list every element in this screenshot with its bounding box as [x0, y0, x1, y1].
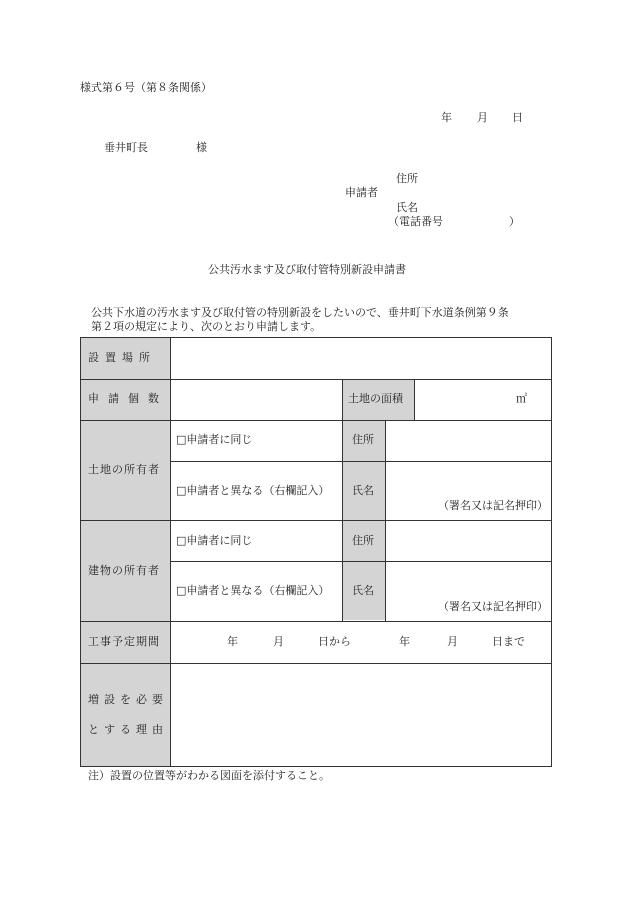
building-owner-label: 建物の所有者 [88, 564, 160, 577]
land-owner-name-label: 氏名 [352, 484, 374, 497]
addressee: 垂井町長 [104, 141, 148, 154]
building-owner-name-label: 氏名 [352, 584, 374, 597]
applicant-name-label: 氏名 [396, 201, 418, 214]
applicant-address-label: 住所 [396, 172, 418, 185]
land-owner-name-field[interactable] [387, 463, 550, 503]
footnote: 注）設置の位置等がわかる図面を添付すること。 [88, 769, 330, 782]
building-owner-address-field[interactable] [387, 522, 550, 560]
count-label: 申請個数 [88, 392, 168, 405]
reason-label-line-2: とする理由 [88, 723, 168, 736]
date-day: 日 [512, 111, 523, 124]
location-label: 設置場所 [88, 351, 156, 364]
land-owner-address-field[interactable] [387, 422, 550, 460]
reason-field[interactable] [172, 665, 550, 765]
applicant-phone-label: （電話番号 [388, 215, 443, 228]
period-to-day: 日まで [492, 635, 525, 648]
reason-label-line-1: 増設を必要 [88, 693, 168, 706]
building-owner-name-field[interactable] [387, 563, 550, 603]
area-unit: ㎡ [516, 392, 527, 405]
location-field[interactable] [172, 339, 550, 378]
count-field[interactable] [172, 381, 340, 419]
date-month: 月 [477, 111, 488, 124]
applicant-phone-close: ） [509, 215, 520, 228]
document-title: 公共汚水ます及び取付管特別新設申請書 [208, 263, 406, 276]
applicant-label: 申請者 [345, 186, 378, 199]
land-owner-same-checkbox[interactable]: □申請者に同じ [176, 433, 253, 446]
period-to-year: 年 [399, 635, 410, 648]
land-area-label: 土地の面積 [348, 392, 403, 405]
building-owner-seal-note: （署名又は記名押印） [438, 600, 548, 613]
land-owner-different-checkbox[interactable]: □申請者と異なる（右欄記入） [176, 484, 330, 497]
intro-line-1: 公共下水道の汚水ます及び取付管の特別新設をしたいので、垂井町下水道条例第９条 [91, 306, 509, 319]
intro-line-2: 第２項の規定により、次のとおり申請します。 [91, 320, 322, 333]
building-owner-address-label: 住所 [352, 534, 374, 547]
land-area-field[interactable] [416, 381, 550, 419]
building-owner-different-checkbox[interactable]: □申請者と異なる（右欄記入） [176, 584, 330, 597]
period-label: 工事予定期間 [88, 635, 160, 648]
date-year: 年 [441, 111, 452, 124]
form-number: 様式第６号（第８条関係） [80, 81, 212, 94]
land-owner-label: 土地の所有者 [88, 463, 160, 476]
period-from-day: 日から [318, 635, 351, 648]
period-from-month: 月 [273, 635, 284, 648]
land-owner-seal-note: （署名又は記名押印） [438, 499, 548, 512]
land-owner-address-label: 住所 [352, 433, 374, 446]
period-to-month: 月 [447, 635, 458, 648]
period-from-year: 年 [227, 635, 238, 648]
honorific: 様 [196, 141, 207, 154]
building-owner-same-checkbox[interactable]: □申請者に同じ [176, 534, 253, 547]
